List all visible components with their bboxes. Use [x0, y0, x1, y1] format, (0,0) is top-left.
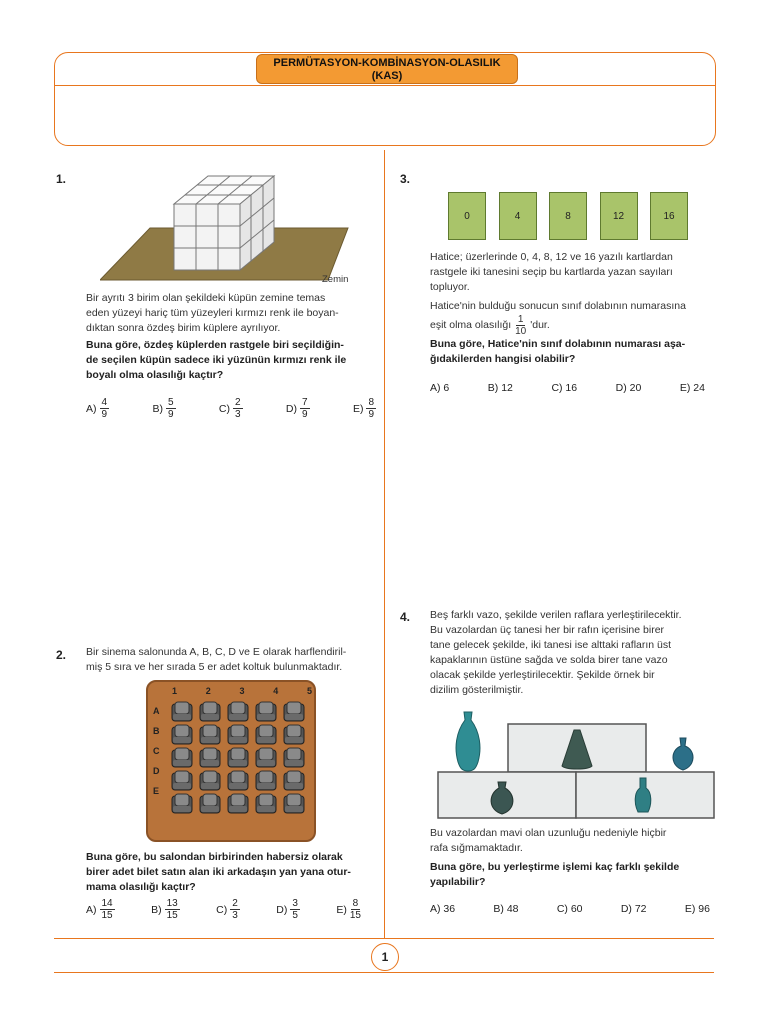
choice-numerator: 2 — [234, 397, 241, 408]
choice-numerator: 3 — [292, 898, 298, 909]
seat — [226, 793, 250, 815]
seat-row-labels — [153, 706, 160, 796]
q2-choice-c[interactable] — [216, 898, 240, 921]
seat — [170, 724, 194, 746]
choice-denominator: 5 — [292, 910, 298, 921]
seat-row-label: E — [153, 786, 160, 796]
q2-question-line: Buna göre, bu salondan birbirinden habersiz olarak — [86, 851, 343, 863]
seat — [170, 793, 194, 815]
seat-grid — [170, 701, 306, 816]
choice-label: A) — [86, 402, 97, 415]
seat-column-labels — [172, 686, 312, 696]
number-card: 0 — [448, 192, 486, 240]
q4-text-line: rafa sığmamaktadır. — [430, 842, 523, 854]
seat-column-label: 5 — [306, 686, 312, 696]
question-4-text-2 — [430, 826, 720, 890]
choice-denominator: 15 — [349, 910, 361, 921]
seat — [170, 770, 194, 792]
seat — [198, 793, 222, 815]
q2-choice-b[interactable] — [151, 898, 180, 921]
question-3-text — [430, 250, 720, 367]
q4-text-line: Beş farklı vazo, şekilde verilen raflara yerleştirilecektir. — [430, 609, 682, 621]
header-divider — [55, 85, 715, 86]
seat — [226, 701, 250, 723]
seat — [282, 747, 306, 769]
q1-choice-e[interactable] — [353, 397, 376, 420]
q3-probability-text: eşit olma olasılığı — [430, 319, 512, 331]
q3-probability-suffix: 'dur. — [530, 319, 550, 331]
seat — [226, 770, 250, 792]
q1-question-line: boyalı olma olasılığı kaçtır? — [86, 369, 224, 381]
q4-question-line: yapılabilir? — [430, 876, 486, 888]
choice-numerator: 8 — [368, 397, 374, 408]
cube-on-ground-figure — [100, 172, 360, 288]
seat — [226, 724, 250, 746]
seat — [254, 701, 278, 723]
choice-numerator: 13 — [166, 898, 178, 909]
seat-row-label: C — [153, 746, 160, 756]
number-cards — [448, 192, 688, 240]
q4-text-line: Bu vazolardan üç tanesi her bir rafın içerisine birer — [430, 624, 665, 636]
q4-choice-d[interactable]: D) 72 — [620, 903, 647, 915]
seat-column-label: 3 — [239, 686, 245, 696]
seat — [198, 747, 222, 769]
seat-column-label: 2 — [205, 686, 211, 696]
seat — [198, 701, 222, 723]
page-title — [256, 54, 518, 84]
seat — [282, 701, 306, 723]
title-line-2: (KAS) — [371, 70, 403, 82]
choice-numerator: 2 — [232, 898, 238, 909]
seat-row-label: B — [153, 726, 160, 736]
q3-choices — [430, 382, 705, 394]
choice-denominator: 3 — [234, 409, 241, 420]
q1-question-line: Buna göre, özdeş küplerden rastgele biri seçildiğin- — [86, 339, 344, 351]
choice-label: D) — [276, 903, 288, 916]
q2-choice-d[interactable] — [276, 898, 300, 921]
choice-label: D) — [285, 402, 297, 415]
q3-probability-denominator: 10 — [515, 326, 527, 337]
choice-denominator: 9 — [167, 409, 174, 420]
q3-probability-numerator: 1 — [517, 314, 524, 325]
seat — [254, 770, 278, 792]
seat-row-label: D — [153, 766, 160, 776]
seat — [282, 724, 306, 746]
q4-text-line: olacak şekilde yerleştirilecektir. Şekilde örnek bir — [430, 669, 655, 681]
seat-column-label: 1 — [172, 686, 178, 696]
choice-denominator: 3 — [232, 910, 238, 921]
q4-text-line: dizilim gösterilmiştir. — [430, 684, 524, 696]
choice-numerator: 14 — [101, 898, 113, 909]
q1-choice-a[interactable] — [86, 397, 109, 420]
q3-question-line: ğıdakilerden hangisi olabilir? — [430, 353, 576, 365]
choice-denominator: 15 — [101, 910, 113, 921]
q4-choice-b[interactable]: B) 48 — [493, 903, 519, 915]
q1-text-line: dıktan sonra özdeş birim küplere ayrılıyor. — [86, 322, 281, 334]
q1-choice-c[interactable] — [219, 397, 243, 420]
choice-label: C) — [218, 402, 230, 415]
q2-text-line: miş 5 sıra ve her sırada 5 er adet koltuk bulunmaktadır. — [86, 661, 343, 673]
q4-question-line: Buna göre, bu yerleştirme işlemi kaç farklı şekilde — [430, 861, 680, 873]
cinema-seat-plan — [146, 680, 316, 842]
vase-shelf-figure — [434, 708, 720, 820]
q2-question-line: mama olasılığı kaçtır? — [86, 881, 196, 893]
q4-choice-a[interactable]: A) 36 — [430, 903, 456, 915]
choice-label: E) — [336, 903, 347, 916]
choice-label: A) — [86, 903, 97, 916]
question-2-text — [86, 645, 376, 675]
seat — [198, 724, 222, 746]
question-1-text — [86, 291, 376, 383]
q3-choice-d[interactable]: D) 20 — [615, 382, 642, 394]
q3-choice-b[interactable]: B) 12 — [487, 382, 513, 394]
q3-question-line: Buna göre, Hatice'nin sınıf dolabının numarası aşa- — [430, 338, 686, 350]
choice-numerator: 5 — [167, 397, 174, 408]
q2-choice-e[interactable] — [336, 898, 361, 921]
q1-question-line: de seçilen küpün sadece iki yüzünün kırmızı renk ile — [86, 354, 347, 366]
number-card: 4 — [499, 192, 537, 240]
footer-rule-top — [54, 938, 714, 939]
q2-text-line: Bir sinema salonunda A, B, C, D ve E olarak harflendiril- — [86, 646, 347, 658]
choice-numerator: 8 — [352, 898, 359, 909]
page-number: 1 — [371, 943, 399, 971]
number-card: 8 — [549, 192, 587, 240]
seat — [282, 793, 306, 815]
q2-choices — [86, 898, 361, 921]
choice-numerator: 7 — [302, 397, 308, 408]
choice-label: B) — [152, 402, 163, 415]
seat-row-label: A — [153, 706, 160, 716]
title-line-1: PERMÜTASYON-KOMBİNASYON-OLASILIK — [273, 57, 501, 69]
q4-text-line: Bu vazolardan mavi olan uzunluğu nedeniyle hiçbir — [430, 827, 667, 839]
q3-choice-c[interactable]: C) 16 — [551, 382, 578, 394]
q4-choice-c[interactable]: C) 60 — [556, 903, 583, 915]
seat — [254, 724, 278, 746]
column-divider — [384, 150, 385, 938]
question-1-number: 1. — [56, 172, 67, 186]
q3-text-line: topluyor. — [430, 281, 470, 293]
q3-choice-a[interactable]: A) 6 — [430, 382, 450, 394]
question-4-text — [430, 608, 720, 698]
seat — [198, 770, 222, 792]
q3-choice-e[interactable]: E) 24 — [679, 382, 705, 394]
number-card: 12 — [600, 192, 638, 240]
q4-choices — [430, 903, 710, 915]
seat — [282, 770, 306, 792]
seat — [254, 747, 278, 769]
seat — [170, 701, 194, 723]
number-card: 16 — [650, 192, 688, 240]
q1-choice-d[interactable] — [286, 397, 310, 420]
question-3-number: 3. — [400, 172, 411, 186]
q1-choices — [86, 397, 376, 420]
q3-text-line: Hatice'nin bulduğu sonucun sınıf dolabının numarasına — [430, 300, 686, 312]
seat — [226, 747, 250, 769]
q3-probability-line — [430, 314, 720, 337]
q3-text-line: Hatice; üzerlerinde 0, 4, 8, 12 ve 16 yazılı kartlardan — [430, 251, 673, 263]
choice-numerator: 4 — [101, 397, 108, 408]
question-2-question — [86, 850, 376, 895]
choice-denominator: 9 — [368, 409, 374, 420]
choice-label: C) — [216, 903, 228, 916]
choice-denominator: 9 — [302, 409, 308, 420]
choice-denominator: 9 — [101, 409, 108, 420]
choice-denominator: 15 — [166, 910, 178, 921]
q3-text-line: rastgele iki tanesini seçip bu kartlarda yazan sayıları — [430, 266, 673, 278]
q2-question-line: birer adet bilet satın alan iki arkadaşın yan yana otur- — [86, 866, 351, 878]
ground-label: Zemin — [322, 274, 349, 285]
question-2-number: 2. — [56, 648, 67, 662]
q1-choice-b[interactable] — [152, 397, 175, 420]
q2-choice-a[interactable] — [86, 898, 115, 921]
footer-rule-bottom — [54, 972, 714, 973]
question-4-number: 4. — [400, 610, 411, 624]
q4-text-line: kapaklarının üstüne sağda ve solda birer tane vazo — [430, 654, 668, 666]
choice-label: E) — [352, 402, 364, 415]
seat — [170, 747, 194, 769]
seat — [254, 793, 278, 815]
q1-text-line: eden yüzeyi hariç tüm yüzeyleri kırmızı renk ile boyan- — [86, 307, 339, 319]
q1-text-line: Bir ayrıtı 3 birim olan şekildeki küpün zemine temas — [86, 292, 326, 304]
seat-column-label: 4 — [273, 686, 279, 696]
q4-text-line: tane gelecek şekilde, iki tanesi ise alttaki rafların üst — [430, 639, 672, 651]
q4-choice-e[interactable]: E) 96 — [684, 903, 710, 915]
choice-label: B) — [151, 903, 162, 916]
